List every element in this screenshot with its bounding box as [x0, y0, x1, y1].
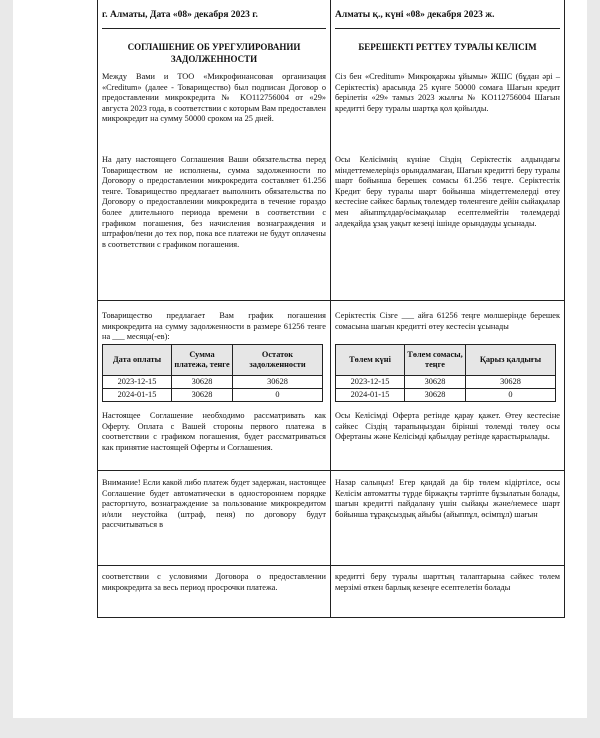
- paragraph-period-kz: кредитті беру туралы шарттың талаптарына сәйкес төлем мерзімі өткен барлық кезеңге есептелетін болады: [335, 572, 560, 592]
- table-header: Сумма платежа, тенге: [172, 345, 233, 376]
- table-row: [103, 376, 323, 389]
- payment-schedule-table-ru: [102, 344, 323, 402]
- table-header: Төлем сомасы, теңге: [405, 345, 466, 376]
- paragraph-schedule-offer-kz: Серіктестік Сізге ___ айға 61256 теңге мөлшерінде берешек сомасына шағын кредитті өтеу кестесін ұсынады: [335, 311, 560, 331]
- paragraph-warning-kz: Назар салыңыз! Егер қандай да бір төлем кідіртілсе, осы Келісім автоматты түрде біржақты тәртіпте бұзылатын болады, шағын кредитті пайдалану үшін сыйақы және/немесе шарт бойынша тұрақсыздық айыбы (айыппұл, өсімпұл) шағын: [335, 478, 560, 519]
- table-cell: 2023-12-15: [336, 376, 405, 389]
- row-divider: [331, 565, 564, 566]
- page-sheet: [13, 0, 587, 718]
- paragraph-intro-ru: Между Вами и ТОО «Микрофинансовая организация «Creditum» (далее - Товарищество) был подписан Договор о предоставлении микрокредита № KO112756004 от «29» августа 2023 года, в соответствии с которым Вам предоставлен микрокредит на сумму 50000 сроком на 25 дней.: [102, 72, 326, 124]
- agreement-title-ru: СОГЛАШЕНИЕ ОБ УРЕГУЛИРОВАНИИ ЗАДОЛЖЕННОСТИ: [127, 42, 301, 64]
- table-row: [103, 389, 323, 402]
- agreement-title-kz: БЕРЕШЕКТІ РЕТТЕУ ТУРАЛЫ КЕЛІСІМ: [358, 42, 537, 52]
- column-kazakh: [331, 0, 564, 617]
- table-cell: 0: [466, 389, 556, 402]
- header-city-date-ru: г. Алматы, Дата «08» декабря 2023 г.: [102, 10, 326, 29]
- table-cell: 30628: [405, 376, 466, 389]
- row-divider: [98, 300, 330, 301]
- paragraph-debt-ru: На дату настоящего Соглашения Ваши обязательства перед Товариществом не исполнены, сумма задолженности по Договору о предоставлении микрокредита составляет 61.256 тенге. Товарищество предлагает выполнить обязательства по Договору о предоставлении микрокредита в течение гораздо более длительного периода времени в соответствии с графиком погашения, без начисления вознаграждения и штрафов/пени до тех пор, пока все платежи не будут оплачены в соответствии с графиком погашения.: [102, 155, 326, 249]
- row-divider: [331, 300, 564, 301]
- table-header: Дата оплаты: [103, 345, 172, 376]
- table-cell: 30628: [172, 376, 233, 389]
- table-cell: 30628: [172, 389, 233, 402]
- table-cell: 30628: [233, 376, 323, 389]
- table-cell: 2023-12-15: [103, 376, 172, 389]
- table-cell: 2024-01-15: [103, 389, 172, 402]
- row-divider: [331, 470, 564, 471]
- column-russian: [98, 0, 331, 617]
- table-header: Остаток задолженности: [233, 345, 323, 376]
- table-header: Қарыз қалдығы: [466, 345, 556, 376]
- table-cell: 30628: [466, 376, 556, 389]
- paragraph-warning-ru: Внимание! Если какой либо платеж будет задержан, настоящее Соглашение будет автоматически в одностороннем порядке расторгнуто, вознаграждение за пользование микрокредитом и/или неустойка (штраф, пеня) по договору будут рассчитываться в: [102, 478, 326, 530]
- table-header: Төлем күні: [336, 345, 405, 376]
- paragraph-offer-kz: Осы Келісімді Оферта ретінде қарау қажет. Өтеу кестесіне сәйкес Сіздің тарапыңыздан бірінші төлемді төлеу осы Офертаны және Келісімді қабылдау ретінде қарастырылады.: [335, 411, 560, 442]
- table-row: [336, 376, 556, 389]
- paragraph-debt-kz: Осы Келісімнің күніне Сіздің Серіктестік алдындағы міндеттемелеріңіз орындалмаған, Шағын кредитті беру туралы шарт бойынша берешек сомасы 61.256 теңге. Серіктестік Кредит беру туралы шарт бойынша міндеттемелерді өтеу кестесіне сәйкес барлық төлемдер төленгенге дейін сыйақылар мен айыппұлдар/өсімақылар есептелмейтін төлемдерді әлдеқайда ұзақ уақыт кезеңі ішінде орындауды ұсынады.: [335, 155, 560, 228]
- document-two-column-table: [97, 0, 565, 618]
- row-divider: [98, 565, 330, 566]
- table-row: [336, 389, 556, 402]
- payment-schedule-table-kz: [335, 344, 556, 402]
- table-cell: 2024-01-15: [336, 389, 405, 402]
- paragraph-intro-kz: Сіз бен «Creditum» Микроқаржы ұйымы» ЖШС (бұдан әрі – Серіктестік) арасында 25 күнге 50000 сомаға Шағын кредит берілетін «29» тамыз 2023 жылғы № KO112756004 Шағын кредитті беру туралы шартқа қол қойылды.: [335, 72, 560, 113]
- row-divider: [98, 470, 330, 471]
- table-cell: 30628: [405, 389, 466, 402]
- paragraph-schedule-offer-ru: Товарищество предлагает Вам график погашения микрокредита на сумму задолженности в размере 61256 тенге на ___ месяца(-ев):: [102, 311, 326, 342]
- table-cell: 0: [233, 389, 323, 402]
- header-city-date-kz: Алматы қ., күні «08» декабря 2023 ж.: [335, 10, 560, 29]
- paragraph-offer-ru: Настоящее Соглашение необходимо рассматривать как Оферту. Оплата с Вашей стороны первого платежа в соответствии с графиком погашения, будет рассматриваться как принятие настоящей Оферты и Соглашения.: [102, 411, 326, 452]
- paragraph-period-ru: соответствии с условиями Договора о предоставлении микрокредита за весь период просрочки платежа.: [102, 572, 326, 592]
